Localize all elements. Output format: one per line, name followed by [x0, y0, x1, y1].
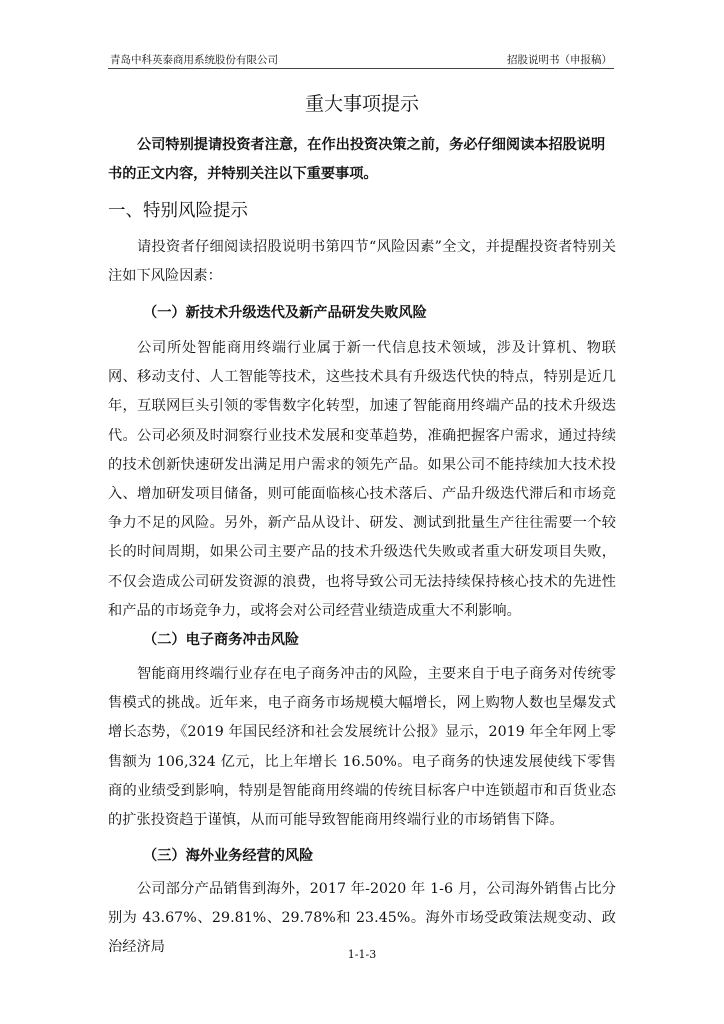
risk-heading-1: （一）新技术升级迭代及新产品研发失败风险 — [143, 305, 427, 321]
section-heading: 一、特别风险提示 — [108, 201, 248, 221]
page-header — [108, 50, 614, 69]
risk-heading-2: （二）电子商务冲击风险 — [143, 632, 300, 648]
risk-heading-3: （三）海外业务经营的风险 — [143, 848, 314, 864]
header-company: 青岛中科英泰商用系统股份有限公司 — [110, 54, 278, 66]
page-title: 重大事项提示 — [304, 93, 419, 115]
risk-text-1: 公司所处智能商用终端行业属于新一代信息技术领域，涉及计算机、物联网、移动支付、人工智能等技术，这些技术具有升级迭代快的特点，特别是近几年，互联网巨头引领的零售数字化转型，加速了智能商用终端产品的技术升级迭代。公司必须及时洞察行业技术发展和变革趋势，准确把握客户需求，通过持续的技术创新快速研发出满足用户需求的领先产品。如果公司不能持续加大技术投入、增加研发项目储备，则可能面临核心技术落后、产品升级迭代滞后和市场竞争力不足的风险。另外，新产品从设计、研发、测试到批量生产往往需要一个较长的时间周期，如果公司主要产品的技术升级迭代失败或者重大研发项目失败，不仅会造成公司研发资源的浪费，也将导致公司无法持续保持核心技术的先进性和产品的市场竞争力，或将会对公司经营业绩造成重大不利影响。 — [108, 340, 616, 619]
risk-text-2: 智能商用终端行业存在电子商务冲击的风险，主要来自于电子商务对传统零售模式的挑战。近年来，电子商务市场规模大幅增长，网上购物人数也呈爆发式增长态势，《2019 年国民经济和社会发展统计公报》显示，2019 年全年网上零售额为 106,324 亿元，比上年增长 16.50%。电子商务的快速发展使线下零售商的业绩受到影响，特别是智能商用终端的传统目标客户中连锁超市和百货业态的扩张投资趋于谨慎，从而可能导致智能商用终端行业的市场销售下降。 — [108, 666, 616, 829]
header-doc-title: 招股说明书（申报稿） — [507, 54, 612, 66]
page-number: 1-1-3 — [347, 948, 377, 961]
risk-text-3: 公司部分产品销售到海外，2017 年-2020 年 1-6 月，公司海外销售占比分别为 43.67%、29.81%、29.78%和 23.45%。海外市场受政策法规变动、政治经济局 — [108, 881, 616, 956]
section-intro: 请投资者仔细阅读招股说明书第四节“风险因素”全文，并提醒投资者特别关注如下风险因素： — [108, 239, 616, 285]
notice-paragraph: 公司特别提请投资者注意，在作出投资决策之前，务必仔细阅读本招股说明书的正文内容，并特别关注以下重要事项。 — [108, 137, 606, 182]
